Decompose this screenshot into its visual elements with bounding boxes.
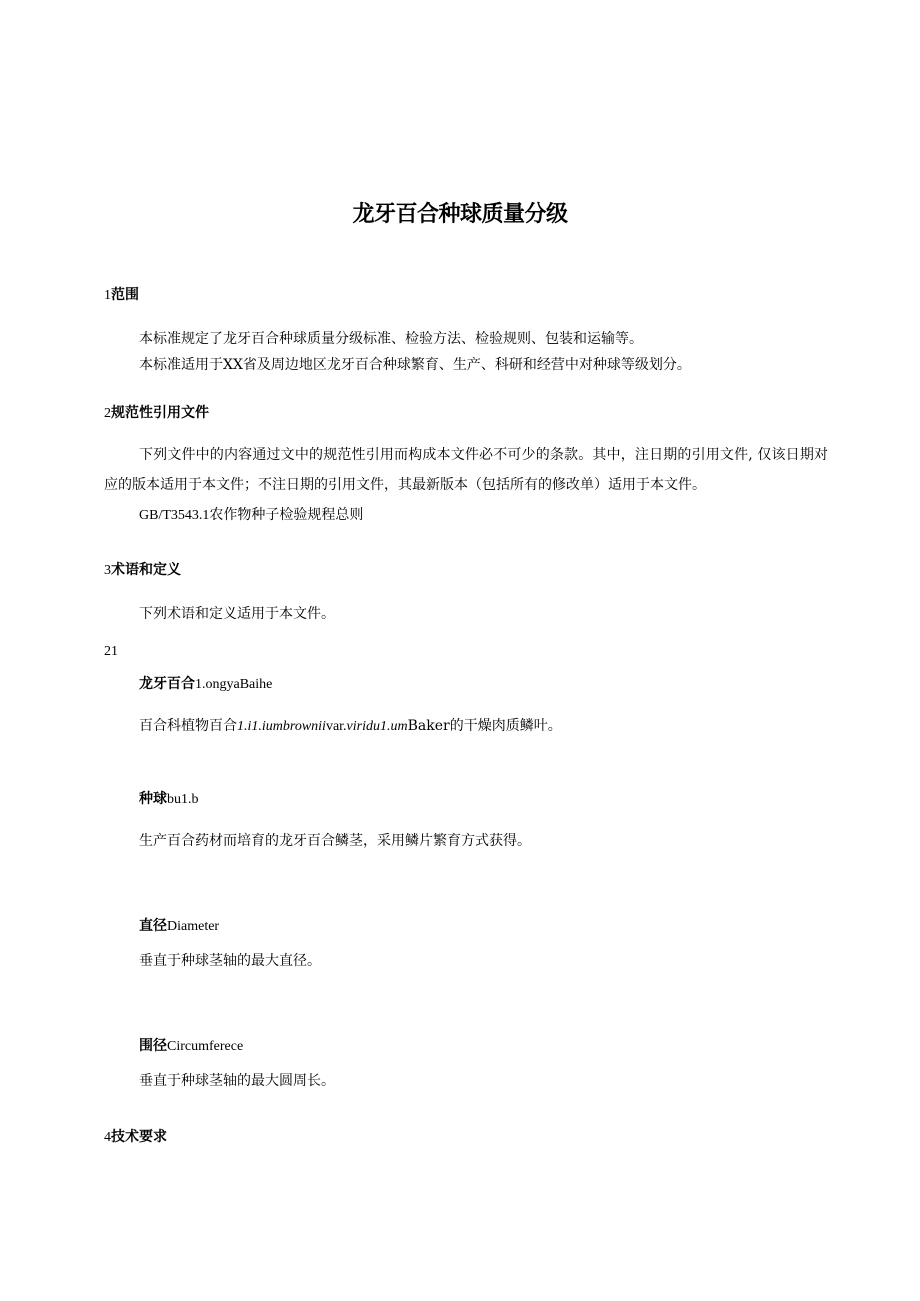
term-index: 21 bbox=[104, 644, 118, 659]
section-number: 2 bbox=[104, 406, 111, 421]
term-en: bu1.b bbox=[167, 792, 199, 807]
term-zh: 直径 bbox=[139, 918, 167, 934]
term-4-heading bbox=[139, 1035, 243, 1055]
term-3-heading bbox=[139, 915, 219, 935]
page-title: 龙牙百合种球质量分级 bbox=[352, 202, 568, 227]
term-1-definition bbox=[139, 715, 562, 735]
section-number: 1 bbox=[104, 288, 111, 303]
term-en: Circumferece bbox=[167, 1039, 244, 1054]
section-4-heading bbox=[104, 1126, 167, 1146]
term-1-heading bbox=[139, 673, 272, 693]
definition-latin: 1.i1.iumbrownii bbox=[237, 719, 326, 734]
term-zh: 龙牙百合 bbox=[139, 676, 195, 692]
definition-var: var. bbox=[325, 719, 347, 734]
term-2-heading bbox=[139, 788, 199, 808]
section-3-intro: 下列术语和定义适用于本文件。 bbox=[139, 606, 335, 622]
term-3-definition: 垂直于种球茎轴的最大直径。 bbox=[139, 953, 321, 969]
term-en: 1.ongyaBaihe bbox=[195, 677, 273, 692]
term-en: Diameter bbox=[167, 919, 220, 934]
definition-text: 百合科植物百合 bbox=[139, 718, 237, 734]
definition-latin-2: viridu1.um bbox=[346, 719, 408, 734]
section-1-paragraph-2: 本标准适用于XX省及周边地区龙牙百合种球繁育、生产、科研和经营中对种球等级划分。 bbox=[139, 357, 691, 373]
normative-reference: GB/T3543.1农作物种子检验规程总则 bbox=[139, 508, 364, 523]
definition-text-end: Baker的干燥肉质鳞叶。 bbox=[407, 718, 562, 734]
section-number: 3 bbox=[104, 563, 111, 578]
section-1-heading bbox=[104, 284, 139, 304]
section-title: 术语和定义 bbox=[111, 562, 181, 578]
term-zh: 围径 bbox=[139, 1038, 167, 1054]
section-title: 技术要求 bbox=[111, 1129, 167, 1145]
section-title: 范围 bbox=[111, 287, 139, 303]
section-1-paragraph-1: 本标准规定了龙牙百合种球质量分级标准、检验方法、检验规则、包装和运输等。 bbox=[139, 331, 643, 347]
section-2-heading bbox=[104, 402, 209, 422]
section-number: 4 bbox=[104, 1130, 111, 1145]
section-2-paragraph: 下列文件中的内容通过文中的规范性引用而构成本文件必不可少的条款。其中，注日期的引用文件, 仅该日期对应的版本适用于本文件；不注日期的引用文件，其最新版本（包括所有的修改单）适用于本文件。 bbox=[104, 447, 828, 493]
term-zh: 种球 bbox=[139, 791, 167, 807]
section-3-heading bbox=[104, 559, 181, 579]
section-title: 规范性引用文件 bbox=[111, 405, 209, 421]
term-4-definition: 垂直于种球茎轴的最大圆周长。 bbox=[139, 1073, 335, 1089]
term-2-definition: 生产百合药材而培育的龙牙百合鳞茎，采用鳞片繁育方式获得。 bbox=[139, 833, 531, 849]
